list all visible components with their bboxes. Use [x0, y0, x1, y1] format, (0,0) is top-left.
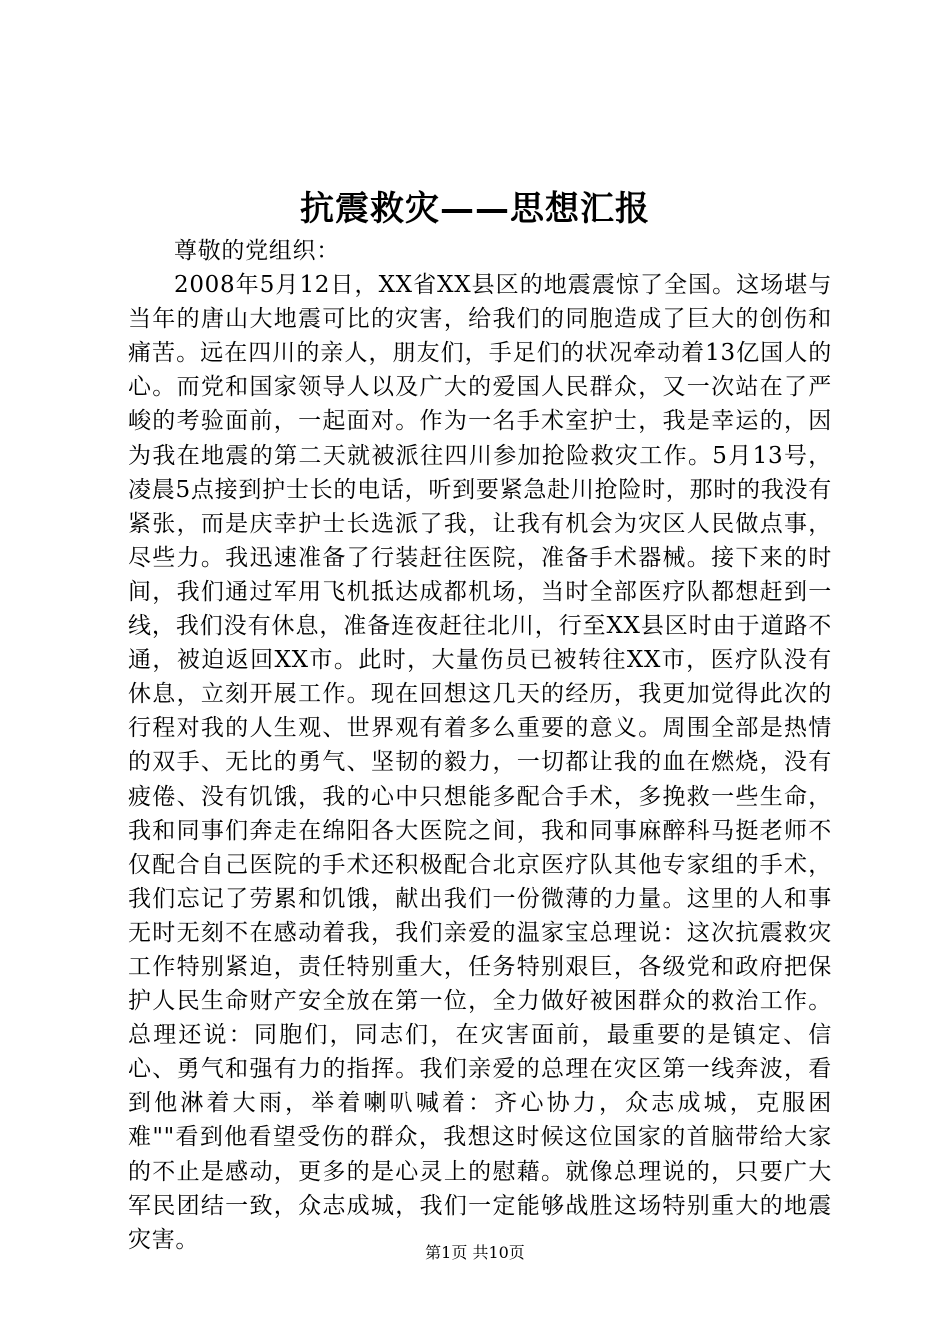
- body-paragraph: 2008年5月12日，XX省XX县区的地震震惊了全国。这场堪与当年的唐山大地震可比的灾害，给我们的同胞造成了巨大的创伤和痛苦。远在四川的亲人，朋友们，手足们的状况牵动着13亿国人的心。而党和国家领导人以及广大的爱国人民群众，又一次站在了严峻的考验面前，一起面对。作为一名手术室护士，我是幸运的，因为我在地震的第二天就被派往四川参加抢险救灾工作。5月13号，凌晨5点接到护士长的电话，听到要紧急赴川抢险时，那时的我没有紧张，而是庆幸护士长选派了我，让我有机会为灾区人民做点事，尽些力。我迅速准备了行装赶往医院，准备手术器械。接下来的时间，我们通过军用飞机抵达成都机场，当时全部医疗队都想赶到一线，我们没有休息，准备连夜赶往北川，行至XX县区时由于道路不通，被迫返回XX市。此时，大量伤员已被转往XX市，医疗队没有休息，立刻开展工作。现在回想这几天的经历，我更加觉得此次的行程对我的人生观、世界观有着多么重要的意义。周围全部是热情的双手、无比的勇气、坚韧的毅力，一切都让我的血在燃烧，没有疲倦、没有饥饿，我的心中只想能多配合手术，多挽救一些生命，我和同事们奔走在绵阳各大医院之间，我和同事麻醉科马挺老师不仅配合自己医院的手术还积极配合北京医疗队其他专家组的手术，我们忘记了劳累和饥饿，献出我们一份微薄的力量。这里的人和事无时无刻不在感动着我，我们亲爱的温家宝总理说：这次抗震救灾工作特别紧迫，责任特别重大，任务特别艰巨，各级党和政府把保护人民生命财产安全放在第一位，全力做好被困群众的救治工作。总理还说：同胞们，同志们，在灾害面前，最重要的是镇定、信心、勇气和强有力的指挥。我们亲爱的总理在灾区第一线奔波，看到他淋着大雨，举着喇叭喊着：齐心协力，众志成城，克服困难""看到他看望受伤的群众，我想这时候这位国家的首脑带给大家的不止是感动，更多的是心灵上的慰藉。就像总理说的，只要广大军民团结一致，众志成城，我们一定能够战胜这场特别重大的地震灾害。: [128, 272, 832, 1253]
- page-number: 第1页 共10页: [425, 1243, 525, 1262]
- salutation: 尊敬的党组织：: [174, 238, 340, 264]
- document-body: [128, 234, 832, 1257]
- document-title: 抗震救灾——思想汇报: [300, 189, 650, 229]
